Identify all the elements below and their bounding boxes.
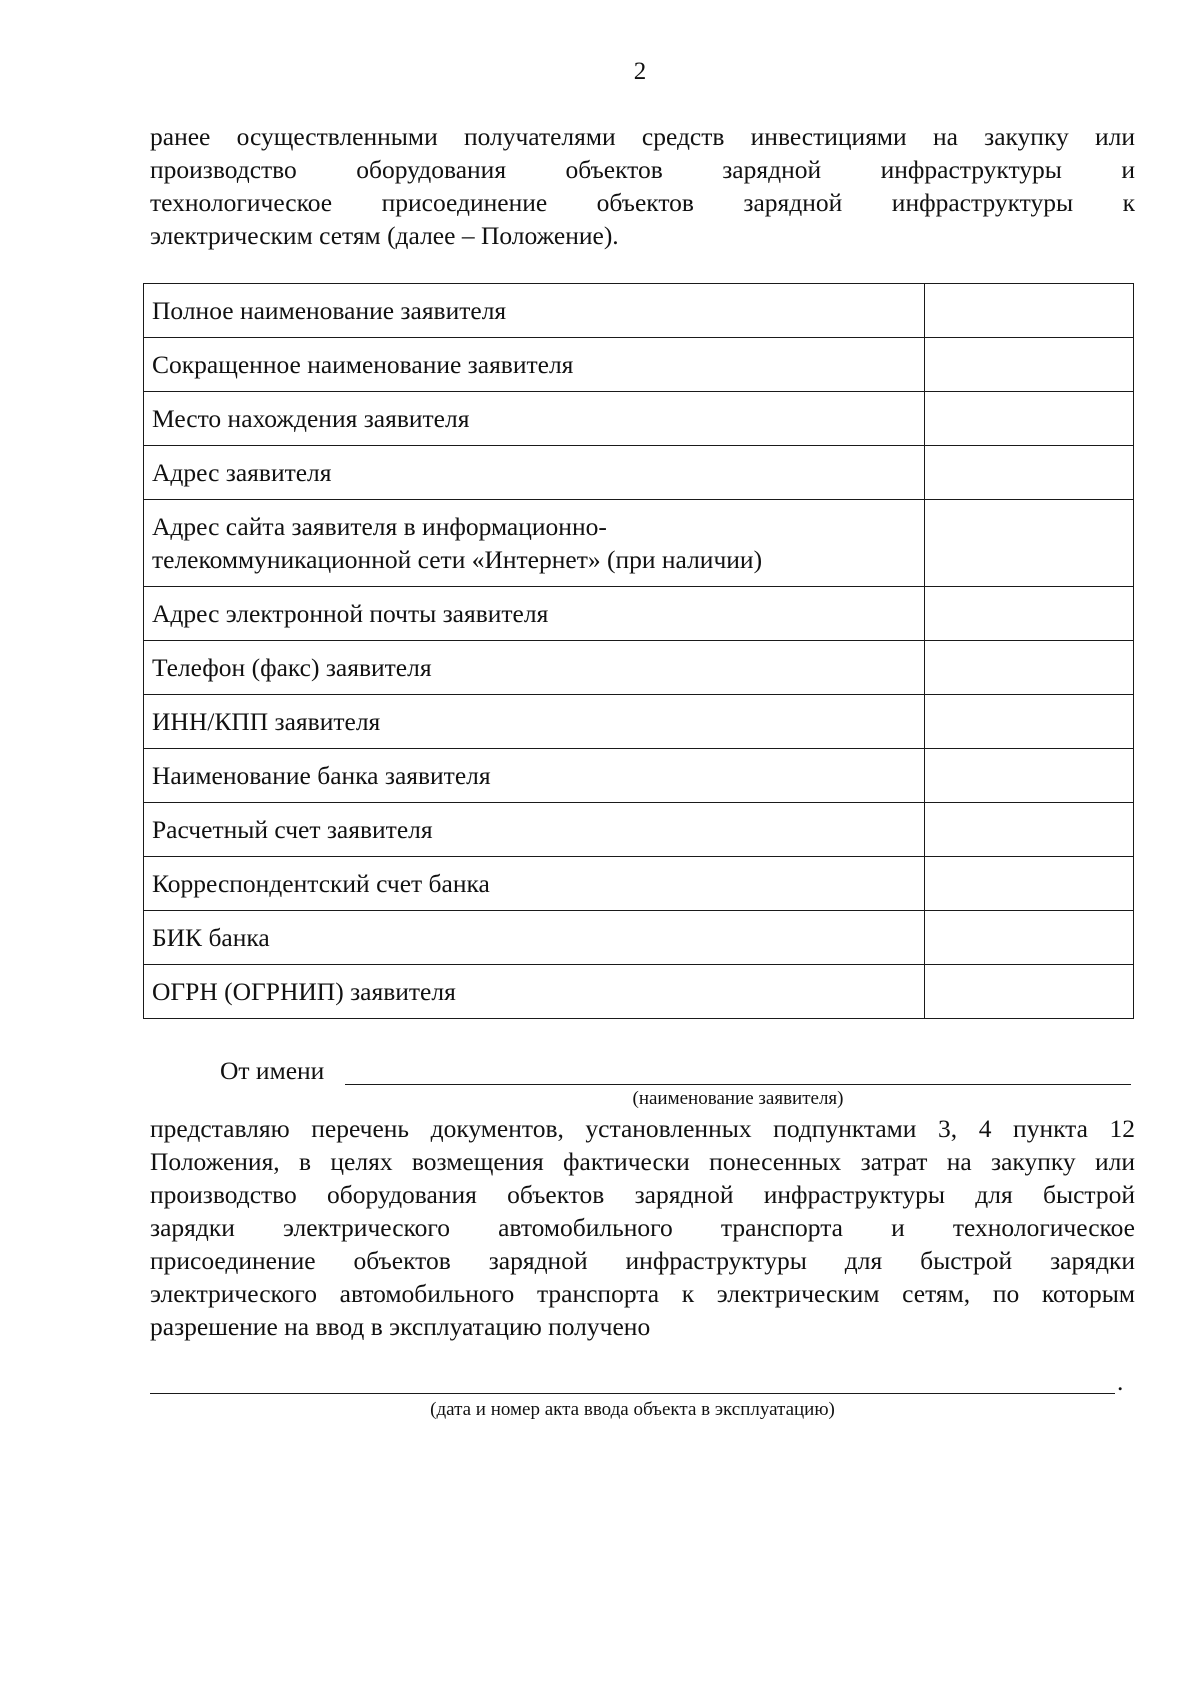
bank-name-label: Наименование банка заявителя [144, 749, 925, 803]
act-blank-line[interactable] [150, 1393, 1115, 1394]
act-caption: (дата и номер акта ввода объекта в эксплуатацию) [430, 1399, 835, 1420]
address-value-field[interactable] [925, 446, 1134, 500]
body-paragraph [150, 1112, 1135, 1343]
body-line: производство оборудования объектов зарядной инфраструктуры для быстрой [150, 1180, 1135, 1209]
short-name-value-field[interactable] [925, 338, 1134, 392]
body-line: представляю перечень документов, установленных подпунктами 3, 4 пункта 12 [150, 1114, 1135, 1143]
correspondent-account-value-field[interactable] [925, 857, 1134, 911]
intro-line: производство оборудования объектов зарядной инфраструктуры и [150, 155, 1135, 184]
table-row [144, 587, 1134, 641]
full-name-label: Полное наименование заявителя [144, 284, 925, 338]
table-row [144, 911, 1134, 965]
settlement-account-value-field[interactable] [925, 803, 1134, 857]
website-label-line-2: телекоммуникационной сети «Интернет» (при наличии) [152, 545, 763, 574]
website-label-line-1: Адрес сайта заявителя в информационно- [152, 512, 607, 541]
table-row [144, 446, 1134, 500]
correspondent-account-label: Корреспондентский счет банка [144, 857, 925, 911]
table-row [144, 803, 1134, 857]
page-number: 2 [633, 58, 647, 85]
phone-value-field[interactable] [925, 641, 1134, 695]
website-value-field[interactable] [925, 500, 1134, 587]
phone-label: Телефон (факс) заявителя [144, 641, 925, 695]
email-label: Адрес электронной почты заявителя [144, 587, 925, 641]
act-period: . [1117, 1367, 1124, 1396]
inn-kpp-label: ИНН/КПП заявителя [144, 695, 925, 749]
intro-line: электрическим сетям (далее – Положение). [150, 221, 619, 250]
body-line: электрического автомобильного транспорта к электрическим сетям, по которым [150, 1279, 1135, 1308]
bank-name-value-field[interactable] [925, 749, 1134, 803]
settlement-account-label: Расчетный счет заявителя [144, 803, 925, 857]
applicant-info-table [143, 283, 1134, 1019]
table-row [144, 641, 1134, 695]
ogrn-value-field[interactable] [925, 965, 1134, 1019]
body-line: присоединение объектов зарядной инфраструктуры для быстрой зарядки [150, 1246, 1135, 1275]
applicant-name-blank-line[interactable] [345, 1084, 1131, 1085]
intro-paragraph [150, 120, 1135, 252]
website-label [144, 500, 925, 587]
address-label: Адрес заявителя [144, 446, 925, 500]
table-row [144, 965, 1134, 1019]
inn-kpp-value-field[interactable] [925, 695, 1134, 749]
location-label: Место нахождения заявителя [144, 392, 925, 446]
body-line: зарядки электрического автомобильного транспорта и технологическое [150, 1213, 1135, 1242]
applicant-name-caption: (наименование заявителя) [632, 1088, 844, 1109]
bik-label: БИК банка [144, 911, 925, 965]
table-row [144, 284, 1134, 338]
intro-line: технологическое присоединение объектов зарядной инфраструктуры к [150, 188, 1135, 217]
location-value-field[interactable] [925, 392, 1134, 446]
table-row [144, 500, 1134, 587]
ogrn-label: ОГРН (ОГРНИП) заявителя [144, 965, 925, 1019]
body-line: разрешение на ввод в эксплуатацию получено [150, 1312, 651, 1341]
table-row [144, 392, 1134, 446]
body-line: Положения, в целях возмещения фактически понесенных затрат на закупку или [150, 1147, 1135, 1176]
table-row [144, 695, 1134, 749]
bik-value-field[interactable] [925, 911, 1134, 965]
email-value-field[interactable] [925, 587, 1134, 641]
on-behalf-prefix: От имени [220, 1056, 325, 1085]
intro-line: ранее осуществленными получателями средств инвестициями на закупку или [150, 122, 1135, 151]
table-row [144, 857, 1134, 911]
table-row [144, 338, 1134, 392]
short-name-label: Сокращенное наименование заявителя [144, 338, 925, 392]
full-name-value-field[interactable] [925, 284, 1134, 338]
table-row [144, 749, 1134, 803]
